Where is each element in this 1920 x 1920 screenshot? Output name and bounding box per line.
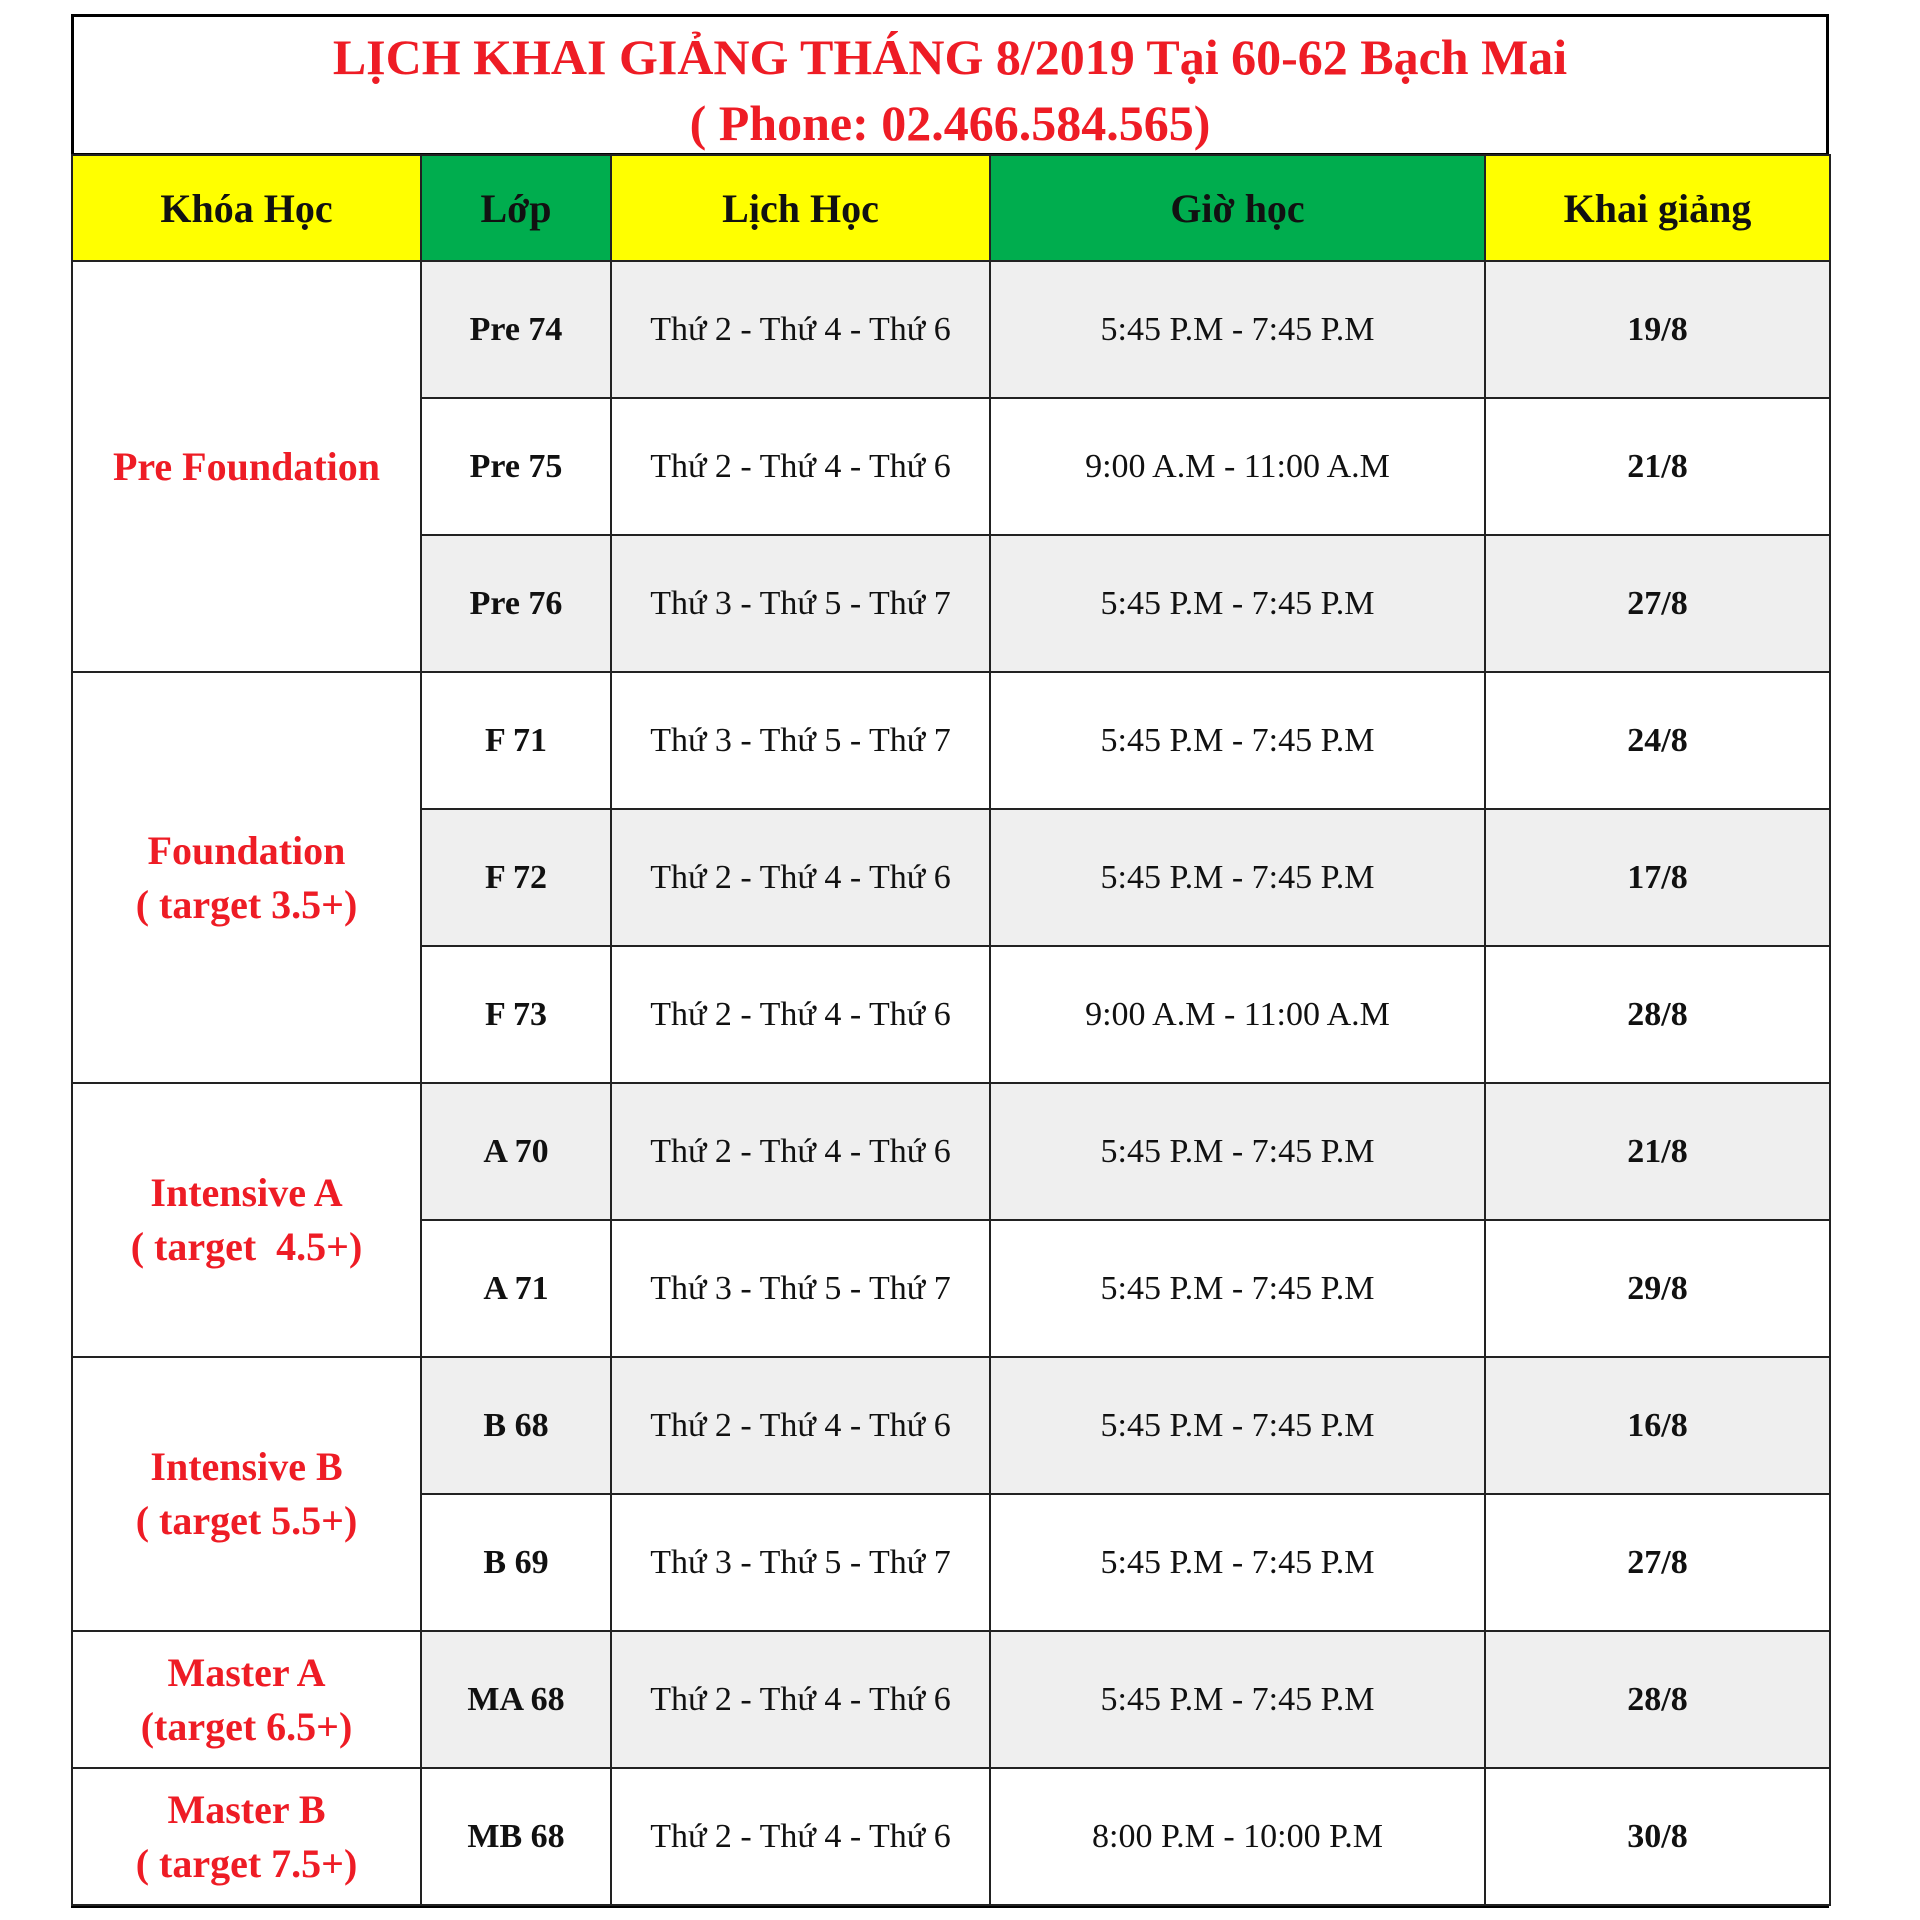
hours-cell: 5:45 P.M - 7:45 P.M [990,535,1485,672]
hours-cell: 5:45 P.M - 7:45 P.M [990,672,1485,809]
course-pre-foundation [72,261,421,672]
days-cell: Thứ 2 - Thứ 4 - Thứ 6 [611,1768,990,1905]
header-class: Lớp [421,155,611,261]
hours-cell: 9:00 A.M - 11:00 A.M [990,946,1485,1083]
title-line-1: LỊCH KHAI GIẢNG THÁNG 8/2019 Tại 60-62 Bạch Mai [332,29,1568,85]
start-date-cell: 19/8 [1485,261,1830,398]
table-row [72,261,1830,398]
course-foundation [72,672,421,1083]
days-cell: Thứ 3 - Thứ 5 - Thứ 7 [611,1494,990,1631]
course-name: Intensive B [150,1444,343,1489]
days-cell: Thứ 3 - Thứ 5 - Thứ 7 [611,672,990,809]
days-cell: Thứ 3 - Thứ 5 - Thứ 7 [611,535,990,672]
class-cell: Pre 76 [421,535,611,672]
course-name: Master A [167,1649,326,1695]
class-cell: F 71 [421,672,611,809]
course-name: Foundation [147,827,346,873]
table-row [72,1631,1830,1768]
days-cell: Thứ 2 - Thứ 4 - Thứ 6 [611,809,990,946]
course-target: ( target 3.5+) [135,881,358,927]
class-cell: Pre 75 [421,398,611,535]
class-cell: B 68 [421,1357,611,1494]
course-name: Intensive A [150,1170,343,1215]
start-date-cell: 28/8 [1485,1631,1830,1768]
course-target: (target 6.5+) [140,1703,353,1749]
table-row [72,1768,1830,1905]
table-row [72,672,1830,809]
header-course: Khóa Học [72,155,421,261]
start-date-cell: 21/8 [1485,1083,1830,1220]
days-cell: Thứ 2 - Thứ 4 - Thứ 6 [611,1631,990,1768]
start-date-cell: 28/8 [1485,946,1830,1083]
course-master-b [72,1768,421,1905]
course-name: Master B [167,1786,326,1832]
hours-cell: 5:45 P.M - 7:45 P.M [990,1494,1485,1631]
header-hours: Giờ học [990,155,1485,261]
course-name: Pre Foundation [112,443,381,489]
course-target: ( target 4.5+) [130,1224,363,1269]
hours-cell: 5:45 P.M - 7:45 P.M [990,261,1485,398]
title-line-2: ( Phone: 02.466.584.565) [689,95,1211,151]
course-target: ( target 5.5+) [135,1498,358,1543]
page-title [71,14,1829,156]
class-cell: MA 68 [421,1631,611,1768]
class-cell: Pre 74 [421,261,611,398]
course-intensive-a [72,1083,421,1357]
start-date-cell: 30/8 [1485,1768,1830,1905]
class-cell: B 69 [421,1494,611,1631]
days-cell: Thứ 2 - Thứ 4 - Thứ 6 [611,398,990,535]
start-date-cell: 29/8 [1485,1220,1830,1357]
header-row [72,155,1830,261]
days-cell: Thứ 2 - Thứ 4 - Thứ 6 [611,1357,990,1494]
days-cell: Thứ 2 - Thứ 4 - Thứ 6 [611,946,990,1083]
hours-cell: 5:45 P.M - 7:45 P.M [990,1220,1485,1357]
table-row [72,1083,1830,1220]
start-date-cell: 24/8 [1485,672,1830,809]
hours-cell: 5:45 P.M - 7:45 P.M [990,1083,1485,1220]
class-cell: A 70 [421,1083,611,1220]
hours-cell: 9:00 A.M - 11:00 A.M [990,398,1485,535]
course-master-a [72,1631,421,1768]
start-date-cell: 27/8 [1485,1494,1830,1631]
class-cell: F 73 [421,946,611,1083]
hours-cell: 5:45 P.M - 7:45 P.M [990,1631,1485,1768]
schedule-table [71,154,1831,1906]
course-target: ( target 7.5+) [135,1840,358,1886]
class-cell: MB 68 [421,1768,611,1905]
header-schedule: Lịch Học [611,155,990,261]
start-date-cell: 27/8 [1485,535,1830,672]
days-cell: Thứ 3 - Thứ 5 - Thứ 7 [611,1220,990,1357]
course-intensive-b [72,1357,421,1631]
start-date-cell: 17/8 [1485,809,1830,946]
days-cell: Thứ 2 - Thứ 4 - Thứ 6 [611,1083,990,1220]
table-row [72,1357,1830,1494]
hours-cell: 8:00 P.M - 10:00 P.M [990,1768,1485,1905]
start-date-cell: 21/8 [1485,398,1830,535]
class-cell: F 72 [421,809,611,946]
start-date-cell: 16/8 [1485,1357,1830,1494]
hours-cell: 5:45 P.M - 7:45 P.M [990,1357,1485,1494]
days-cell: Thứ 2 - Thứ 4 - Thứ 6 [611,261,990,398]
class-cell: A 71 [421,1220,611,1357]
hours-cell: 5:45 P.M - 7:45 P.M [990,809,1485,946]
header-start-date: Khai giảng [1485,155,1830,261]
